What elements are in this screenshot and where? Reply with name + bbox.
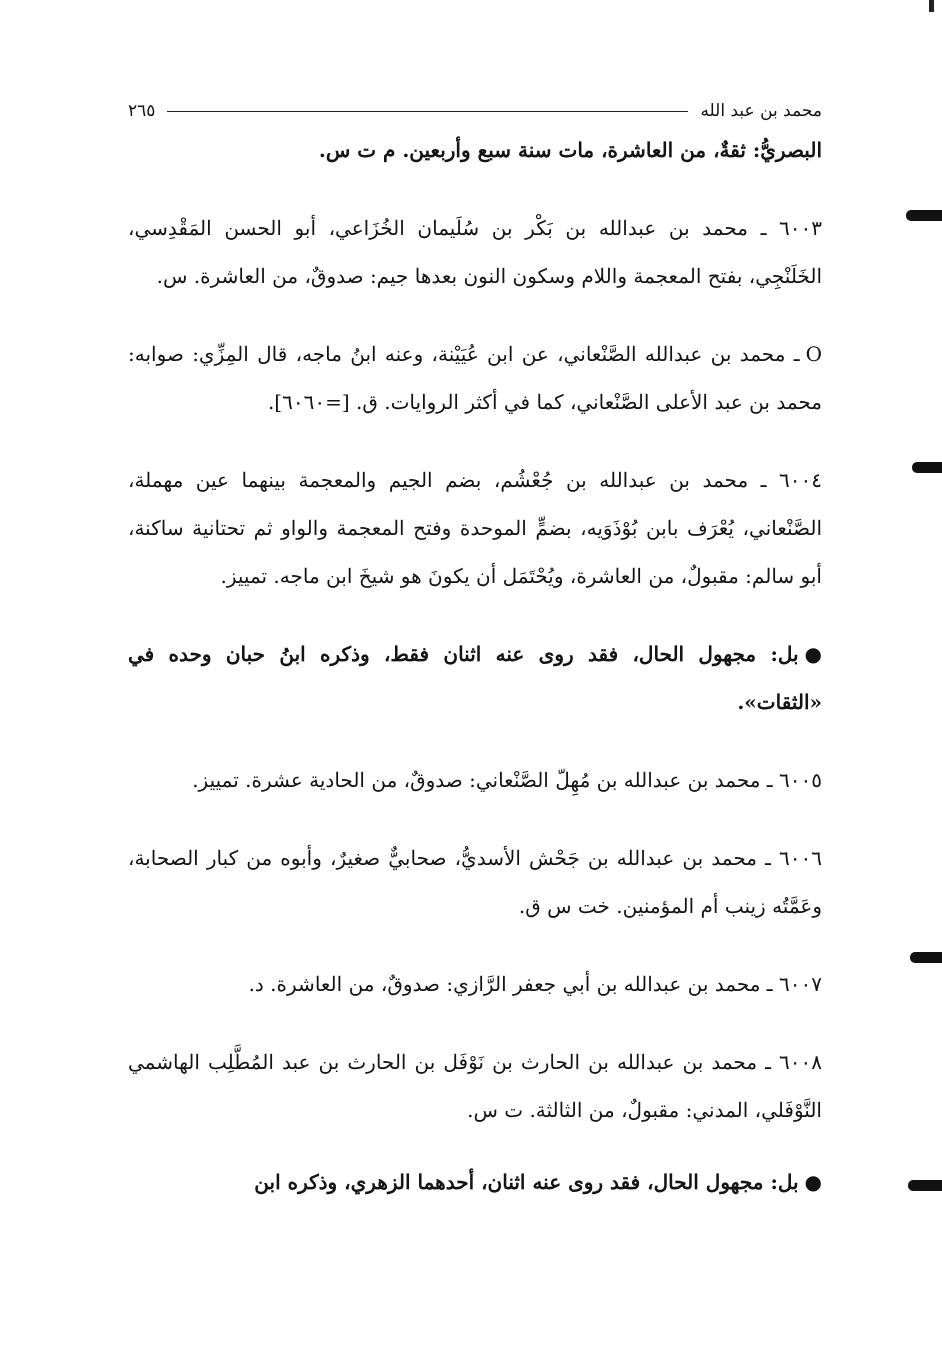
- edge-mark: [906, 210, 942, 221]
- entry-6003: ٦٠٠٣ ـ محمد بن عبدالله بن بَكْر بن سُلَيمان الخُزَاعي، أبو الحسن المَقْدِسي، الخَلَنْجِي، بفتح المعجمة واللام وسكون النون بعدها جيم: صدوقٌ، من العاشرة. س.: [128, 216, 822, 288]
- entry-note-text: ـ محمد بن عبدالله الصَّنْعاني، عن ابن عُيَيْنة، وعنه ابنُ ماجه، قال المِزِّي: صوابه: محمد بن عبد الأعلى الصَّنْعاني، كما في أكثر الروايات. ق. [=٦٠٦٠].: [128, 342, 822, 414]
- edge-mark-top: [929, 0, 934, 12]
- running-header-title: محمد بن عبد الله: [700, 101, 822, 121]
- bullet-marker: ●: [804, 1170, 822, 1194]
- edge-mark: [910, 952, 942, 963]
- paragraph-continued: البصريُّ: ثقةٌ، من العاشرة، مات سنة سبع وأربعين. م ت س.: [318, 138, 822, 162]
- entry-6007: ٦٠٠٧ ـ محمد بن عبدالله بن أبي جعفر الرَّازي: صدوقٌ، من العاشرة. د.: [248, 972, 822, 996]
- page-body: [128, 126, 822, 1206]
- commentary-text: بل: مجهول الحال، فقد روى عنه اثنان فقط، وذكره ابنُ حبان وحده في «الثقات».: [128, 642, 822, 714]
- running-header: [128, 96, 822, 126]
- edge-mark: [908, 1180, 942, 1191]
- edge-mark: [912, 462, 942, 473]
- ring-marker: O: [805, 342, 822, 366]
- commentary-6004: [128, 630, 822, 726]
- commentary-6008: [128, 1158, 822, 1206]
- page-number: ٢٦٥: [128, 101, 156, 121]
- bullet-marker: ●: [804, 642, 822, 666]
- entry-6008: ٦٠٠٨ ـ محمد بن عبدالله بن الحارث بن نَوْفَل بن الحارث بن عبد المُطَّلِب الهاشمي النَّوْفَلي، المدني: مقبولٌ، من الثالثة. ت س.: [128, 1050, 822, 1122]
- commentary-text: بل: مجهول الحال، فقد روى عنه اثنان، أحدهما الزهري، وذكره ابن: [254, 1170, 799, 1194]
- entry-6005: ٦٠٠٥ ـ محمد بن عبدالله بن مُهِلّ الصَّنْعاني: صدوقٌ، من الحادية عشرة. تمييز.: [192, 768, 822, 792]
- entry-6006: ٦٠٠٦ ـ محمد بن عبدالله بن جَحْش الأسديُّ، صحابيٌّ صغيرٌ، وأبوه من كبار الصحابة، وعَمَّتُه زينب أم المؤمنين. خت س ق.: [128, 846, 822, 918]
- entry-6004: ٦٠٠٤ ـ محمد بن عبدالله بن جُعْشُم، بضم الجيم والمعجمة بينهما عين مهملة، الصَّنْعاني، يُعْرَف بابن بُوْذَوَيه، بضمٍّ الموحدة وفتح المعجمة والواو ثم تحتانية ساكنة، أبو سالم: مقبولٌ، من العاشرة، ويُحْتَمَل أن يكونَ هو شيخَ ابن ماجه. تمييز.: [128, 468, 822, 588]
- header-rule: [167, 111, 688, 112]
- entry-note-ring: [128, 330, 822, 426]
